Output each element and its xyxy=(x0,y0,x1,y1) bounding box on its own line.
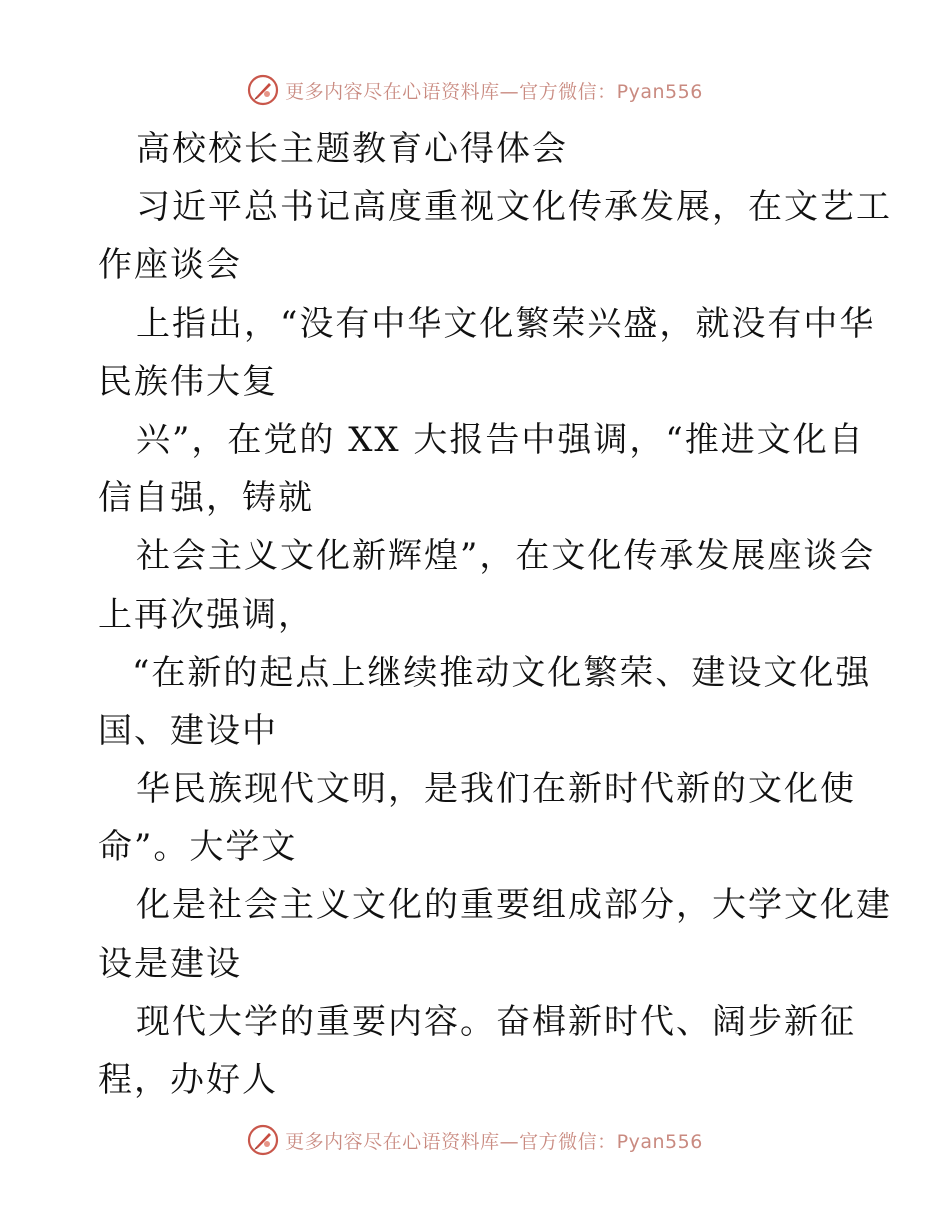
paragraph-line: 华民族现代文明，是我们在新时代新的文化使 xyxy=(136,769,856,810)
document-body xyxy=(98,120,892,1109)
watermark-text: 更多内容尽在心语资料库—官方微信：Pyan556 xyxy=(285,1130,703,1153)
feather-pen-logo-icon xyxy=(247,74,279,106)
paragraph-line: 命”。大学文 xyxy=(98,827,298,868)
paragraph-line: 化是社会主义文化的重要组成部分，大学文化建 xyxy=(136,885,892,926)
feather-pen-logo-icon xyxy=(247,1124,279,1156)
paragraph-line: 国、建设中 xyxy=(98,710,278,751)
paragraph-line: 社会主义文化新辉煌”，在文化传承发展座谈会 xyxy=(136,536,876,577)
paragraph-line: 上指出，“没有中华文化繁荣兴盛，就没有中华 xyxy=(136,303,876,344)
paragraph-line: 作座谈会 xyxy=(98,245,242,286)
watermark-text: 更多内容尽在心语资料库—官方微信：Pyan556 xyxy=(285,80,703,103)
footer-watermark-banner xyxy=(0,1122,950,1158)
paragraph-line: “在新的起点上继续推动文化繁荣、建设文化强 xyxy=(132,652,872,693)
document-title: 高校校长主题教育心得体会 xyxy=(136,129,568,169)
paragraph-line: 设是建设 xyxy=(98,943,242,984)
paragraph-line: 上再次强调， xyxy=(98,594,314,635)
paragraph-line: 现代大学的重要内容。奋楫新时代、阔步新征 xyxy=(136,1001,856,1042)
paragraph-line: 民族伟大复 xyxy=(98,361,278,402)
header-watermark-banner xyxy=(0,72,950,108)
paragraph-line: 信自强，铸就 xyxy=(98,478,314,519)
paragraph-line: 兴”，在党的 XX 大报告中强调，“推进文化自 xyxy=(136,419,865,460)
paragraph-line: 程，办好人 xyxy=(98,1060,278,1100)
paragraph-line: 习近平总书记高度重视文化传承发展，在文艺工 xyxy=(136,187,892,228)
